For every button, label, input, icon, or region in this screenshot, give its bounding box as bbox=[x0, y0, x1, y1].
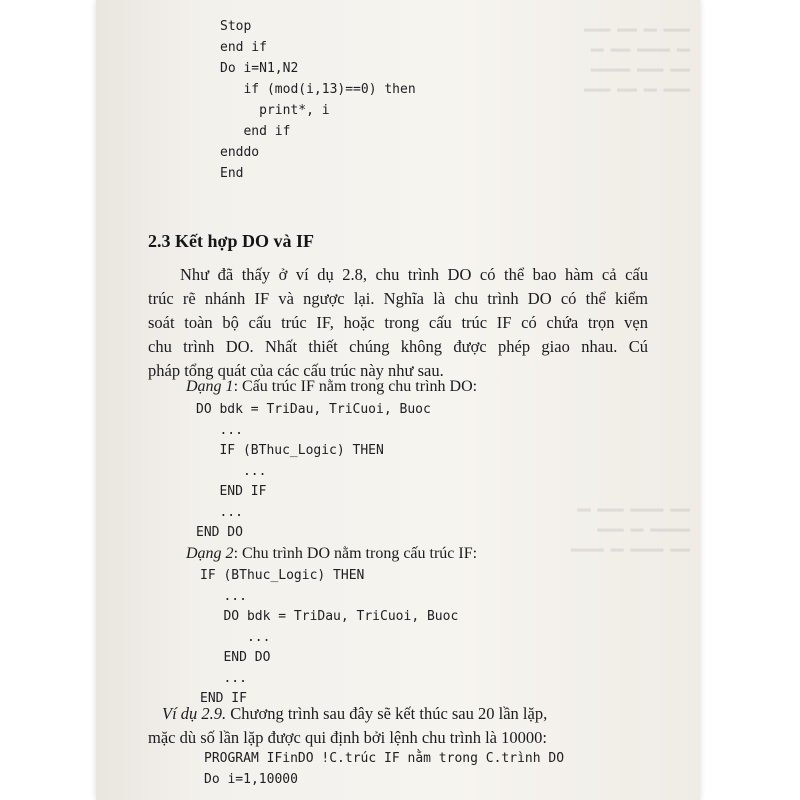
form1-text: : Cấu trúc IF nằm trong chu trình DO: bbox=[233, 378, 478, 395]
section-paragraph bbox=[148, 263, 648, 383]
show-through-texture: ▬▬▬▬ ▬▬ ▬▬▬ ▬▬▬▬ ▬▬ ▬▬▬▬▬ ▬▬▬ ▬▬ ▬▬▬ ▬▬▬▬ ▬▬▬▬▬▬ ▬▬▬▬ ▬▬ ▬▬▬ ▬▬▬▬ bbox=[584, 23, 690, 96]
code-line: end if bbox=[220, 124, 291, 139]
form2-code bbox=[200, 566, 458, 710]
paragraph-line: Như đã thấy ở ví dụ 2.8, chu trình DO có thể bao hàm cả cấu bbox=[180, 265, 648, 284]
example-code bbox=[204, 748, 564, 790]
paragraph-line: soát toàn bộ cấu trúc IF, hoặc trong cấu trúc IF có chứa trọn vẹn bbox=[148, 313, 648, 332]
section-heading: 2.3 Kết hợp DO và IF bbox=[148, 231, 314, 251]
form1-caption bbox=[186, 378, 477, 396]
paragraph-line: pháp tổng quát của các cấu trúc này như sau. bbox=[148, 361, 444, 380]
code-line: if (mod(i,13)==0) then bbox=[220, 82, 416, 97]
code-line: DO bdk = TriDau, TriCuoi, Buoc bbox=[200, 609, 459, 624]
code-line: DO bdk = TriDau, TriCuoi, Buoc bbox=[196, 402, 431, 417]
example-line: mặc dù số lần lặp được qui định bởi lệnh chu trình là 10000: bbox=[148, 728, 547, 747]
code-line: ... bbox=[196, 504, 243, 520]
code-line: ... bbox=[200, 670, 247, 686]
code-line: ... bbox=[196, 463, 267, 479]
book-page bbox=[96, 0, 700, 800]
paragraph-line: chu trình DO. Nhất thiết chúng không được phép giao nhau. Cú bbox=[148, 337, 648, 356]
code-line: End bbox=[220, 166, 244, 181]
paragraph-line: trúc rẽ nhánh IF và ngược lại. Nghĩa là chu trình DO có thể kiểm bbox=[148, 289, 648, 308]
code-line: end if bbox=[220, 40, 267, 55]
example-paragraph bbox=[148, 702, 648, 750]
example-line: Ví dụ 2.9. Chương trình sau đây sẽ kết thúc sau 20 lần lặp, bbox=[162, 704, 548, 723]
code-line: Do i=1,10000 bbox=[204, 772, 298, 787]
code-line: END DO bbox=[200, 650, 271, 665]
code-line: IF (BThuc_Logic) THEN bbox=[200, 568, 365, 583]
code-line: END IF bbox=[200, 691, 247, 706]
code-line: END IF bbox=[196, 484, 267, 499]
code-line: IF (BThuc_Logic) THEN bbox=[196, 443, 384, 458]
form2-label: Dạng 2 bbox=[186, 545, 234, 562]
form2-text: : Chu trình DO nằm trong cấu trúc IF: bbox=[233, 545, 478, 562]
form1-label: Dạng 1 bbox=[186, 378, 234, 395]
form2-caption bbox=[186, 545, 477, 563]
code-line: ... bbox=[200, 588, 247, 604]
code-line: print*, i bbox=[220, 103, 330, 118]
code-block-top bbox=[220, 16, 416, 184]
code-line: Do i=N1,N2 bbox=[220, 61, 299, 76]
code-line: PROGRAM IFinDO !C.trúc IF nằm trong C.trình DO bbox=[204, 751, 565, 766]
example-label: Ví dụ 2.9. bbox=[162, 704, 227, 723]
code-line: enddo bbox=[220, 145, 260, 160]
show-through-texture-2: ▬▬▬ ▬▬▬▬▬ ▬▬▬▬ ▬▬ ▬▬▬▬▬▬ ▬▬ ▬▬▬▬ ▬▬▬ ▬▬▬▬▬ ▬▬ ▬▬▬▬▬ bbox=[570, 503, 690, 556]
code-line: ... bbox=[196, 422, 243, 438]
code-line: ... bbox=[200, 629, 271, 645]
form1-code bbox=[196, 400, 431, 544]
code-line: Stop bbox=[220, 19, 252, 34]
code-line: END DO bbox=[196, 525, 243, 540]
